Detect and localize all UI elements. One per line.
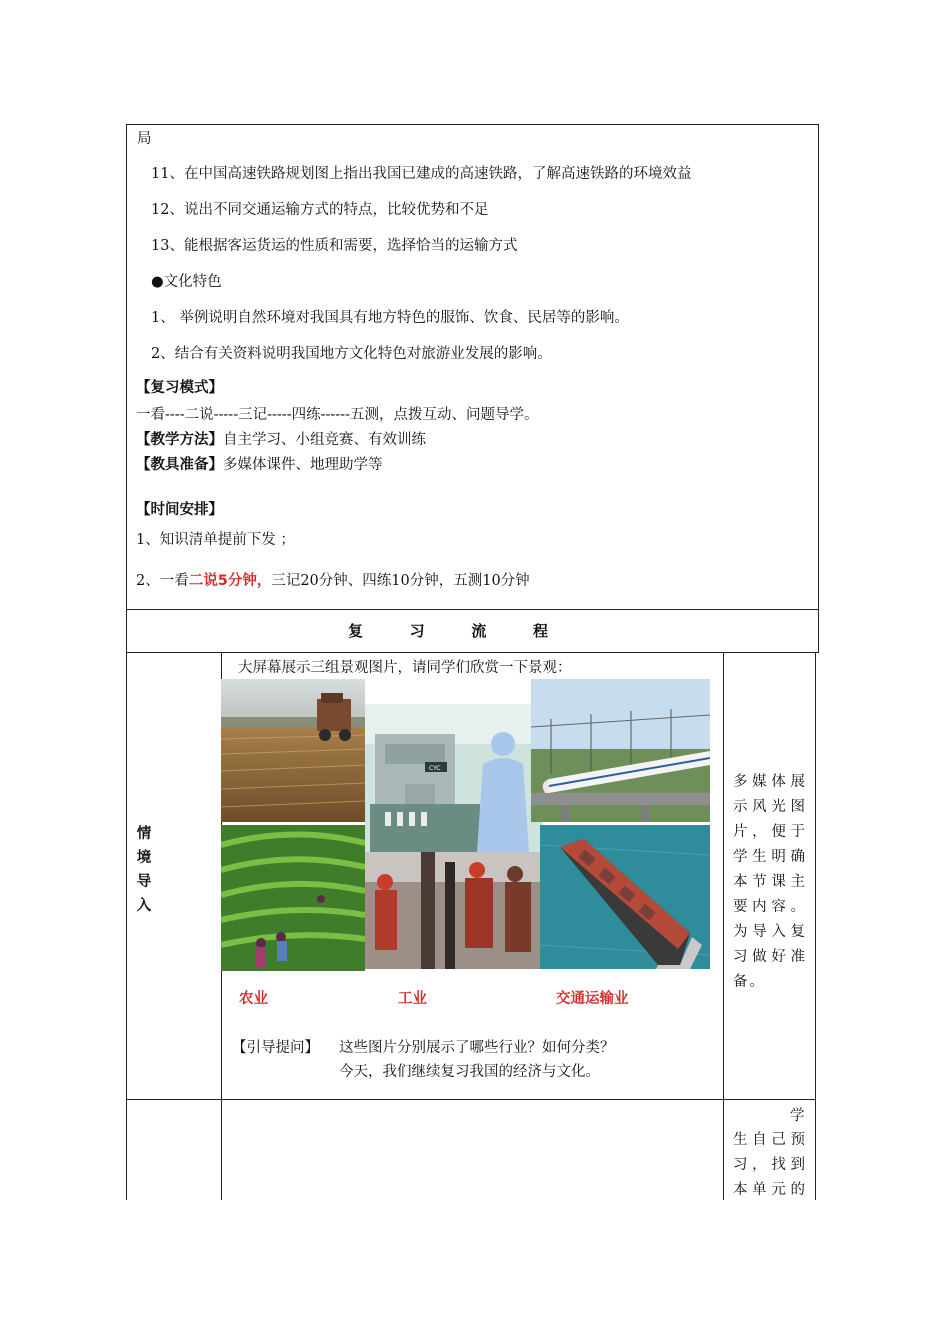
intro-note-line-5: 本节课主 <box>733 874 807 890</box>
intro-label-char-1: 情 <box>136 826 152 842</box>
category-agriculture: 农业 <box>239 991 268 1007</box>
objective-12: 12、说出不同交通运输方式的特点，比较优势和不足 <box>151 202 489 218</box>
intro-note-line-7: 为导入复 <box>733 924 807 940</box>
intro-row-label <box>134 822 154 918</box>
intro-note-line-6: 要内容。 <box>733 899 807 915</box>
wheat-harvest-photo <box>221 679 365 822</box>
tea-plantation-photo <box>221 825 365 971</box>
intro-label-char-4: 入 <box>136 898 152 914</box>
row-divider-1 <box>126 609 819 610</box>
time-item-2-suffix: 三记20分钟、四练10分钟，五测10分钟 <box>271 573 530 589</box>
intro-label-char-3: 导 <box>136 874 152 890</box>
intro-side-note <box>733 770 807 995</box>
intro-note-line-1: 多媒体展 <box>733 774 807 790</box>
intro-note-line-3: 片，便于 <box>733 824 807 840</box>
time-item-2-highlight: 二说5分钟， <box>188 573 272 589</box>
category-industry: 工业 <box>398 991 427 1007</box>
tools-label: 【教具准备】 <box>136 457 223 473</box>
container-ship-photo <box>540 825 710 969</box>
flow-header-char-3: 流 <box>471 622 487 640</box>
intro-note-line-2: 示风光图 <box>733 799 807 815</box>
tools-line <box>136 455 383 475</box>
method-label: 【教学方法】 <box>136 432 223 448</box>
time-label: 【时间安排】 <box>136 502 223 518</box>
fragment-text: 局 <box>137 131 152 147</box>
table-right-border-upper <box>818 124 819 653</box>
time-item-2 <box>136 571 530 591</box>
time-item-2-prefix: 2、一看 <box>136 573 189 589</box>
flow-header-char-4: 程 <box>532 622 548 640</box>
category-transport: 交通运输业 <box>556 991 629 1007</box>
next-note-line-1: 学 <box>790 1108 805 1124</box>
next-side-note <box>733 1128 807 1203</box>
table-left-border <box>126 124 127 1200</box>
guide-question-1: 这些图片分别展示了哪些行业？如何分类？ <box>339 1040 615 1056</box>
intro-label-char-2: 境 <box>136 850 152 866</box>
method-line <box>136 430 426 450</box>
table-right-border-lower <box>815 652 816 1200</box>
row-divider-2 <box>126 652 819 653</box>
flow-header <box>348 620 548 641</box>
next-note-line-3: 习，找到 <box>733 1157 807 1173</box>
row-divider-3 <box>126 1099 816 1100</box>
col-divider-2 <box>723 652 724 1200</box>
tools-text: 多媒体课件、地理助学等 <box>223 457 383 473</box>
objective-11: 11、在中国高速铁路规划图上指出我国已建成的高速铁路，了解高速铁路的环境效益 <box>151 166 692 182</box>
guide-label: 【引导提问】 <box>232 1040 319 1056</box>
table-top-border <box>126 124 819 125</box>
culture-item-2: 2、结合有关资料说明我国地方文化特色对旅游业发展的影响。 <box>151 346 552 362</box>
review-mode-text: 一看----二说-----三记-----四练------五测，点拨互动、问题导学。 <box>136 407 539 423</box>
intro-note-line-4: 学生明确 <box>733 849 807 865</box>
photo-text-cyc: CYC <box>429 765 441 772</box>
factory-lab-photo <box>365 704 543 852</box>
method-text: 自主学习、小组竞赛、有效训练 <box>223 432 426 448</box>
high-speed-train-photo <box>531 679 710 822</box>
next-note-line-4: 本单元的 <box>733 1182 807 1198</box>
guide-question-2: 今天，我们继续复习我国的经济与文化。 <box>339 1064 600 1080</box>
culture-heading: ●文化特色 <box>151 274 222 290</box>
culture-item-1: 1、 举例说明自然环境对我国具有地方特色的服饰、饮食、民居等的影响。 <box>151 310 629 326</box>
intro-note-line-9: 备。 <box>733 974 766 990</box>
flow-header-char-2: 习 <box>409 622 425 640</box>
next-note-line-2: 生自己预 <box>733 1132 807 1148</box>
objective-13: 13、能根据客运货运的性质和需要，选择恰当的运输方式 <box>151 238 518 254</box>
intro-note-line-8: 习做好准 <box>733 949 807 965</box>
review-mode-label: 【复习模式】 <box>136 380 223 396</box>
flow-header-char-1: 复 <box>348 622 364 640</box>
time-item-1: 1、知识清单提前下发 ； <box>136 532 295 548</box>
intro-lead-text: 大屏幕展示三组景观图片，请同学们欣赏一下景观： <box>238 660 572 676</box>
oil-drilling-photo <box>365 852 543 969</box>
